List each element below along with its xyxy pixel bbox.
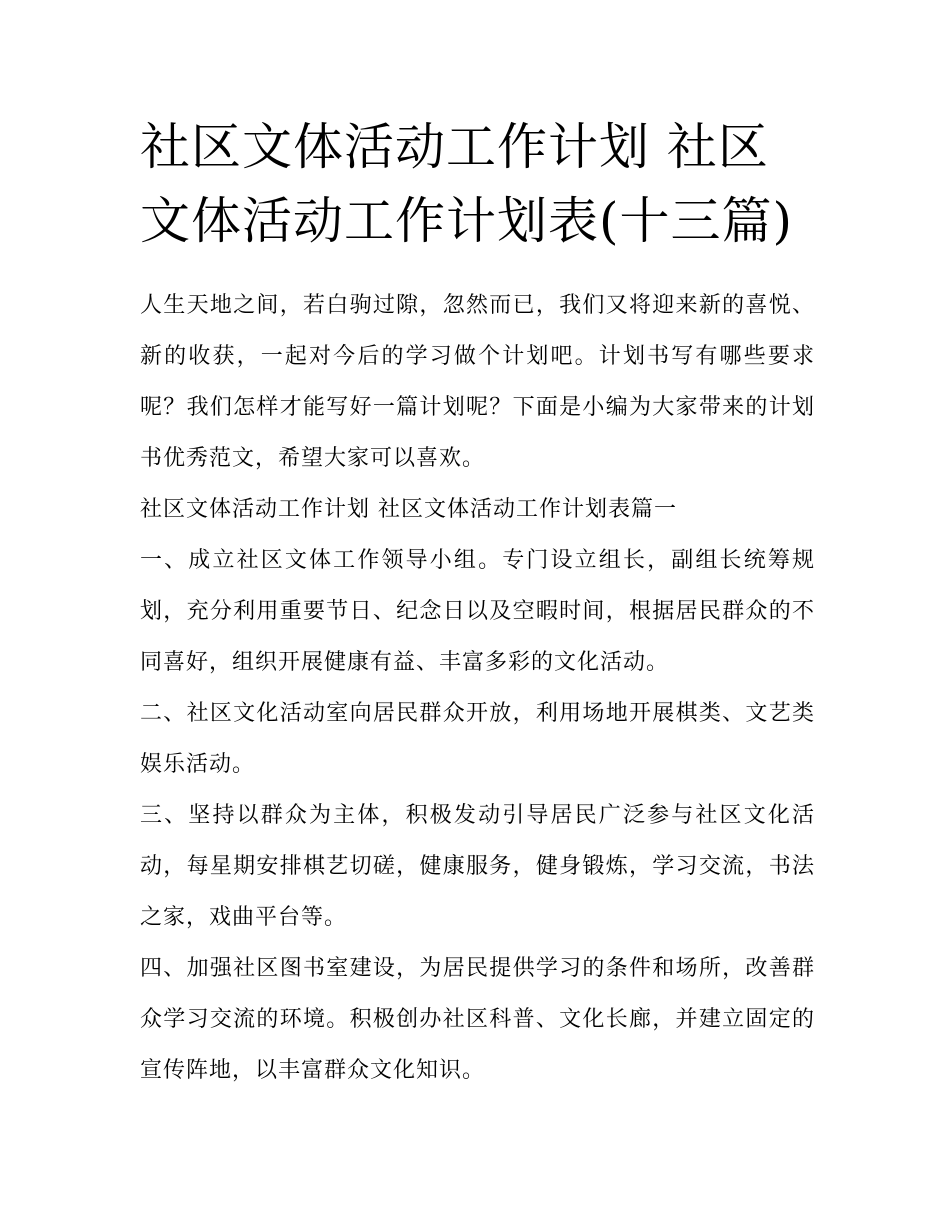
list-item-4: 四、加强社区图书室建设，为居民提供学习的条件和场所，改善群众学习交流的环境。积极创办社区科普、文化长廊，并建立固定的宣传阵地，以丰富群众文化知识。	[140, 956, 815, 1083]
list-item-3: 三、坚持以群众为主体，积极发动引导居民广泛参与社区文化活动，每星期安排棋艺切磋，健康服务，健身锻炼，学习交流，书法之家，戏曲平台等。	[140, 803, 815, 930]
list-item-1: 一、成立社区文体工作领导小组。专门设立组长，副组长统筹规划，充分利用重要节日、纪念日以及空暇时间，根据居民群众的不同喜好，组织开展健康有益、丰富多彩的文化活动。	[140, 548, 815, 675]
document-page	[140, 110, 815, 1096]
section-heading: 社区文体活动工作计划 社区文体活动工作计划表篇一	[140, 497, 677, 522]
document-body	[140, 280, 815, 1096]
document-title: 社区文体活动工作计划 社区文体活动工作计划表(十三篇)	[140, 118, 794, 250]
intro-paragraph: 人生天地之间，若白驹过隙，忽然而已，我们又将迎来新的喜悦、新的收获，一起对今后的学习做个计划吧。计划书写有哪些要求呢？我们怎样才能写好一篇计划呢？下面是小编为大家带来的计划书优秀范文，希望大家可以喜欢。	[140, 293, 815, 471]
list-item-2: 二、社区文化活动室向居民群众开放，利用场地开展棋类、文艺类娱乐活动。	[140, 701, 815, 777]
